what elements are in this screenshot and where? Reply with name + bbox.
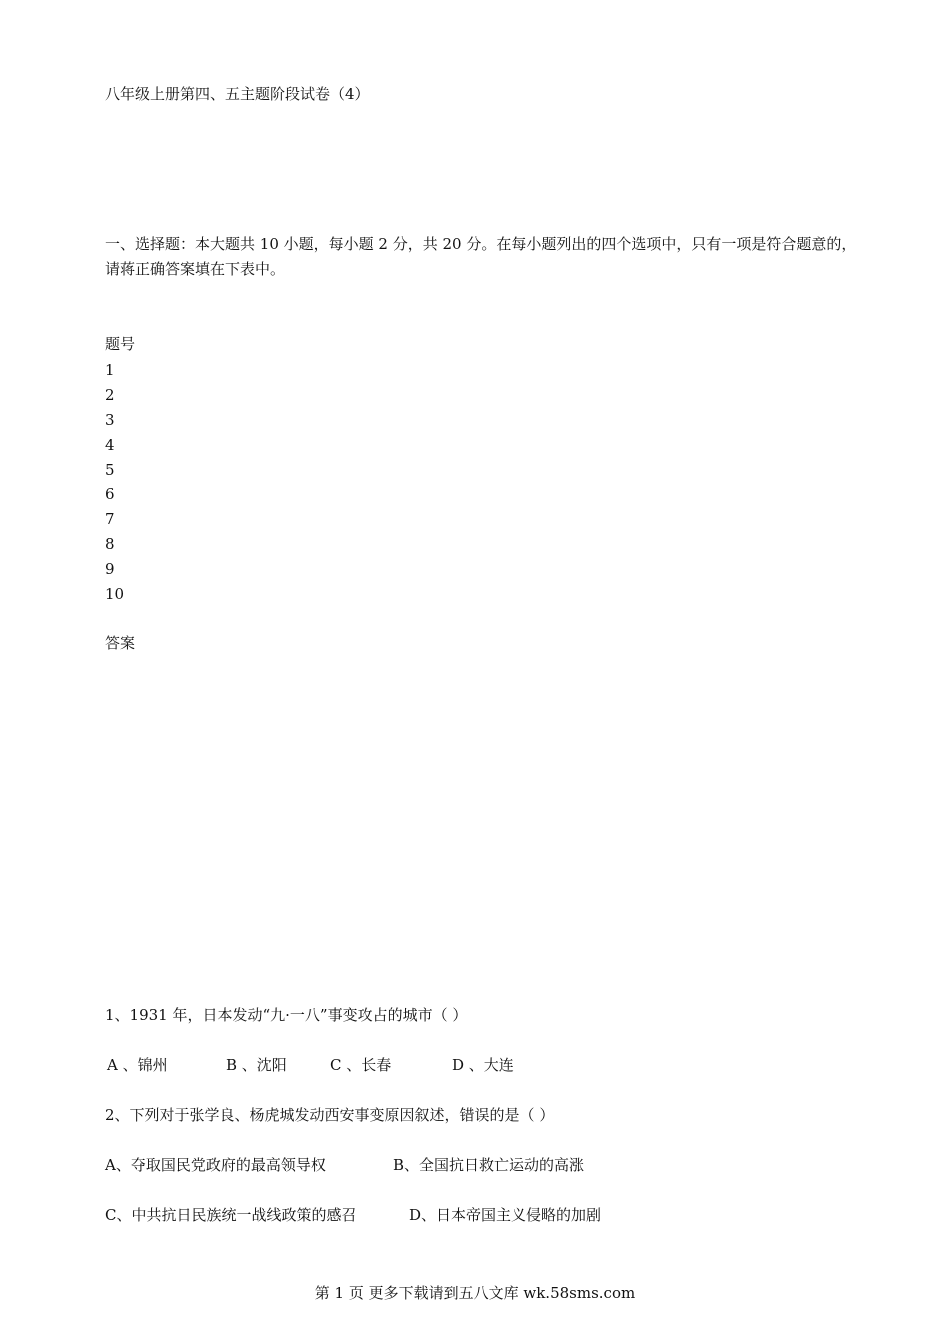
document-title: 八年级上册第四、五主题阶段试卷（4） bbox=[105, 85, 370, 103]
question-number: 6 bbox=[105, 485, 115, 504]
question-1-option-c: C 、长春 bbox=[330, 1056, 392, 1074]
answer-row-label: 答案 bbox=[105, 634, 136, 652]
question-number: 10 bbox=[105, 585, 125, 604]
question-2-option-b: B、全国抗日救亡运动的高涨 bbox=[393, 1156, 585, 1174]
page-footer: 第 1 页 更多下载请到五八文库 wk.58sms.com bbox=[314, 1284, 636, 1302]
question-1-option-a: A 、锦州 bbox=[107, 1056, 168, 1074]
answer-table-header: 题号 bbox=[105, 335, 136, 353]
question-number: 5 bbox=[105, 460, 115, 479]
question-number: 9 bbox=[105, 560, 115, 579]
question-2-option-c: C、中共抗日民族统一战线政策的感召 bbox=[105, 1206, 357, 1224]
question-number-list bbox=[105, 358, 124, 607]
question-2-option-a: A、夺取国民党政府的最高领导权 bbox=[105, 1156, 326, 1174]
question-number: 4 bbox=[105, 435, 115, 454]
question-1-stem: 1、1931 年，日本发动“九·一八”事变攻占的城市（ ） bbox=[105, 1006, 468, 1024]
question-2-option-d: D、日本帝国主义侵略的加剧 bbox=[409, 1206, 602, 1224]
section-instructions: 一、选择题：本大题共 10 小题，每小题 2 分，共 20 分。在每小题列出的四个选项中，只有一项是符合题意的，请蒋正确答案填在下表中。 bbox=[105, 235, 857, 278]
question-1-option-b: B 、沈阳 bbox=[226, 1056, 287, 1074]
question-2-stem: 2、下列对于张学良、杨虎城发动西安事变原因叙述，错误的是（ ） bbox=[105, 1106, 555, 1124]
question-number: 1 bbox=[105, 361, 115, 379]
question-number: 7 bbox=[105, 510, 115, 529]
question-1-option-d: D 、大连 bbox=[452, 1056, 514, 1074]
question-number: 2 bbox=[105, 385, 115, 404]
question-number: 8 bbox=[105, 535, 115, 554]
question-number: 3 bbox=[105, 410, 115, 429]
